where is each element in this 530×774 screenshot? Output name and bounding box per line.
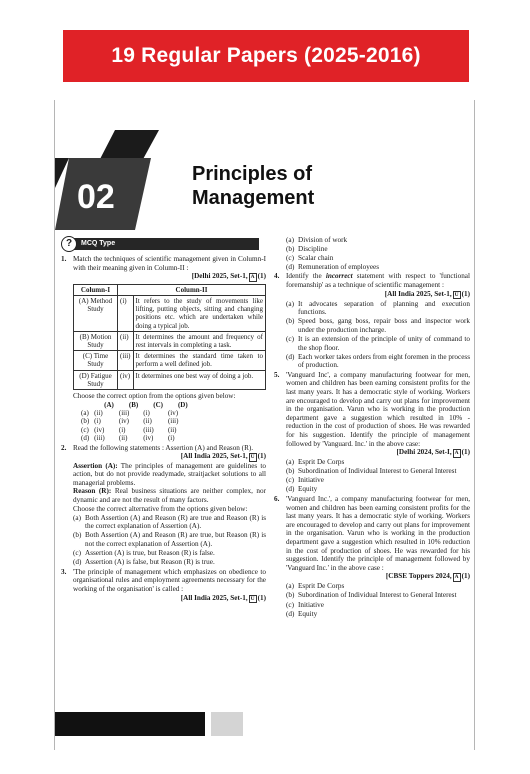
answer-option: (a) Both Assertion (A) and Reason (R) are true and Reason (R) is the correct explanation of Assertion (A). xyxy=(73,513,266,531)
choose-instruction: Choose the correct option from the options given below: xyxy=(73,391,236,400)
chapter-title xyxy=(192,162,314,210)
answer-option: (d) Equity xyxy=(286,485,318,494)
question-tag: [All India 2025, Set-1, U (1) xyxy=(180,593,266,602)
answer-option: (b) Subordination of Individual Interest to General Interest xyxy=(286,591,457,600)
table-header: Column-II xyxy=(118,284,266,295)
assertion-text: Assertion (A): The principles of management are guidelines to action, but do not provide readymade, straitjacket solutions to all managerial problems. xyxy=(73,461,266,487)
answer-option: (a) It advocates separation of planning and execution functions. xyxy=(286,299,470,317)
right-column xyxy=(274,235,470,618)
banner-title: 19 Regular Papers (2025-2016) xyxy=(111,44,421,67)
answer-option: (a) Esprit De Corps xyxy=(286,582,345,591)
question-text: 'The principle of management which emphasizes on obedience to organisational rules and employment agreements necessary for the working of the organisation' is called : xyxy=(73,567,266,593)
answer-option: (b) Both Assertion (A) and Reason (R) are true, but Reason (R) is not the correct explanation of Assertion (A). xyxy=(73,531,266,548)
table-row: (D) Fatigue Study (iv) It determines one best way of doing a job. xyxy=(74,370,266,389)
difficulty-badge: U xyxy=(454,291,459,298)
question-icon: ? xyxy=(61,236,77,252)
question-2 xyxy=(61,444,266,567)
question-tag: [All India 2025, Set-1, U (1) xyxy=(180,452,266,461)
question-tag: [Delhi 2024, Set-I, A (1) xyxy=(396,448,470,457)
answer-option: (d) Assertion (A) is false, but Reason (R) is true. xyxy=(73,558,215,567)
table-row: (C) Time Study (iii) It determines the standard time taken to perform a well defined job. xyxy=(74,351,266,370)
table-header: Column-I xyxy=(74,284,118,295)
footer-bar xyxy=(55,712,205,736)
question-tag: [Delhi 2025, Set-1, A (1) xyxy=(191,272,266,281)
answer-option: (b) Speed boss, gang boss, repair boss and inspector work under the production incharge. xyxy=(286,317,470,334)
section-header xyxy=(61,235,266,253)
answer-option: (a) (ii) (iii) (i) (iv) xyxy=(81,408,179,417)
difficulty-badge: U xyxy=(250,595,255,602)
difficulty-badge: U xyxy=(250,454,255,461)
answer-option: (b) Discipline xyxy=(286,244,328,253)
answer-option: (b) Subordination of Individual Interest to General Interest xyxy=(286,467,457,476)
reason-text: Reason (R): Real business situations are neither complex, nor dynamic and are not the result of many factors. xyxy=(73,487,266,505)
question-number: 5. xyxy=(274,370,280,379)
answer-options-table: (A) (B) (C) (D) (a) (ii) (iii) (i) (iv) (b) (i) (iv) (ii) (iii) (c) (iv) (i) (iii) (ii) (d) (iii) (ii) (iv) (i) xyxy=(81,401,193,443)
answer-option: (c) It is an extension of the principle of unity of command to the shop floor. xyxy=(286,334,470,352)
question-number: 6. xyxy=(274,495,280,504)
answer-option: (d) Each worker takes orders from eight foremen in the process of production. xyxy=(286,352,470,370)
question-6 xyxy=(274,495,470,618)
question-number: 3. xyxy=(61,567,67,576)
difficulty-badge: A xyxy=(454,574,459,581)
question-number: 1. xyxy=(61,255,67,263)
question-tag: [CBSE Toppers 2024, A (1) xyxy=(385,572,470,581)
answer-option: (b) (i) (iv) (ii) (iii) xyxy=(81,417,179,426)
answer-option: (a) Esprit De Corps xyxy=(286,458,345,467)
question-number: 4. xyxy=(274,272,280,281)
question-4 xyxy=(274,272,470,369)
choose-instruction: Choose the correct alternative from the options given below: xyxy=(73,504,248,513)
question-text: Identify the incorrect statement with respect to 'functional foremanship' as a technique of scientific management : xyxy=(286,272,470,289)
table-row: (A) Method Study (i) It refers to the study of movements like lifting, putting objects, sitting and changing positions etc. which are undertaken while doing a typical job. xyxy=(74,295,266,331)
difficulty-badge: A xyxy=(250,274,255,281)
answer-option: (d) Equity xyxy=(286,609,318,618)
question-text: 'Vanguard Inc.', a company manufacturing footwear for men, women and children has been earning consistent profits for the last many years. It has a democratic style of working. Workers are encouraged to develop and carry out plans for improvement in the organisation. Varun who is working in the production department gave a suggestion which resulted in 10% reduction in the cost of production of shoes. He was rewarded for his suggestion. Identify the principle of management followed by 'Vanguard Inc.' in the above case : xyxy=(286,495,470,572)
answer-option: (c) Assertion (A) is true, but Reason (R) is false. xyxy=(73,549,215,558)
answer-option: (c) Scalar chain xyxy=(286,253,334,262)
chapter-title-line2: Management xyxy=(192,187,315,209)
question-1 xyxy=(61,255,266,443)
book-page xyxy=(54,100,475,750)
question-number: 2. xyxy=(61,443,67,452)
question-text: Match the techniques of scientific management given in Column-I with their meaning given in Column-II : xyxy=(73,255,266,272)
section-label: MCQ Type xyxy=(69,238,259,250)
answer-option: (c) Initiative xyxy=(286,476,324,485)
book-banner xyxy=(63,30,469,82)
answer-option: (c) (iv) (i) (iii) (ii) xyxy=(81,425,177,434)
footer-page-box xyxy=(211,712,243,736)
question-tag: [All India 2025, Set-1, U (1) xyxy=(384,289,470,298)
question-3 xyxy=(61,568,266,603)
question-text: 'Vanguard Inc', a company manufacturing footwear for men, women and children has been earning consistent profits for the last many years. It has a democratic style of working. Workers are encouraged to develop and carry out plans for improvement in the organisation. Varun who is working in the production department gave a suggestion which resulted in 10% - reduction in the cost of production of shoes. He was rewarded for his suggestion. Identify the principle of management followed by 'Vanguard. Inc.' in the above case: xyxy=(286,370,470,448)
table-row: (B) Motion Study (ii) It determines the amount and frequency of rest intervals in completing a task. xyxy=(74,331,266,350)
answer-option: (d) (iii) (ii) (iv) (i) xyxy=(81,434,175,443)
answer-option: (a) Division of work xyxy=(286,235,348,244)
question-text: Read the following statements : Assertion (A) and Reason (R). xyxy=(73,443,254,452)
chapter-title-line1: Principles of xyxy=(192,163,313,185)
question-3-options xyxy=(274,236,470,272)
chapter-number: 02 xyxy=(77,178,115,216)
question-5 xyxy=(274,371,470,494)
answer-option: (d) Remuneration of employees xyxy=(286,262,380,271)
match-table xyxy=(73,284,266,390)
answer-option: (c) Initiative xyxy=(286,600,324,609)
left-column xyxy=(61,235,266,603)
difficulty-badge: A xyxy=(454,450,459,457)
